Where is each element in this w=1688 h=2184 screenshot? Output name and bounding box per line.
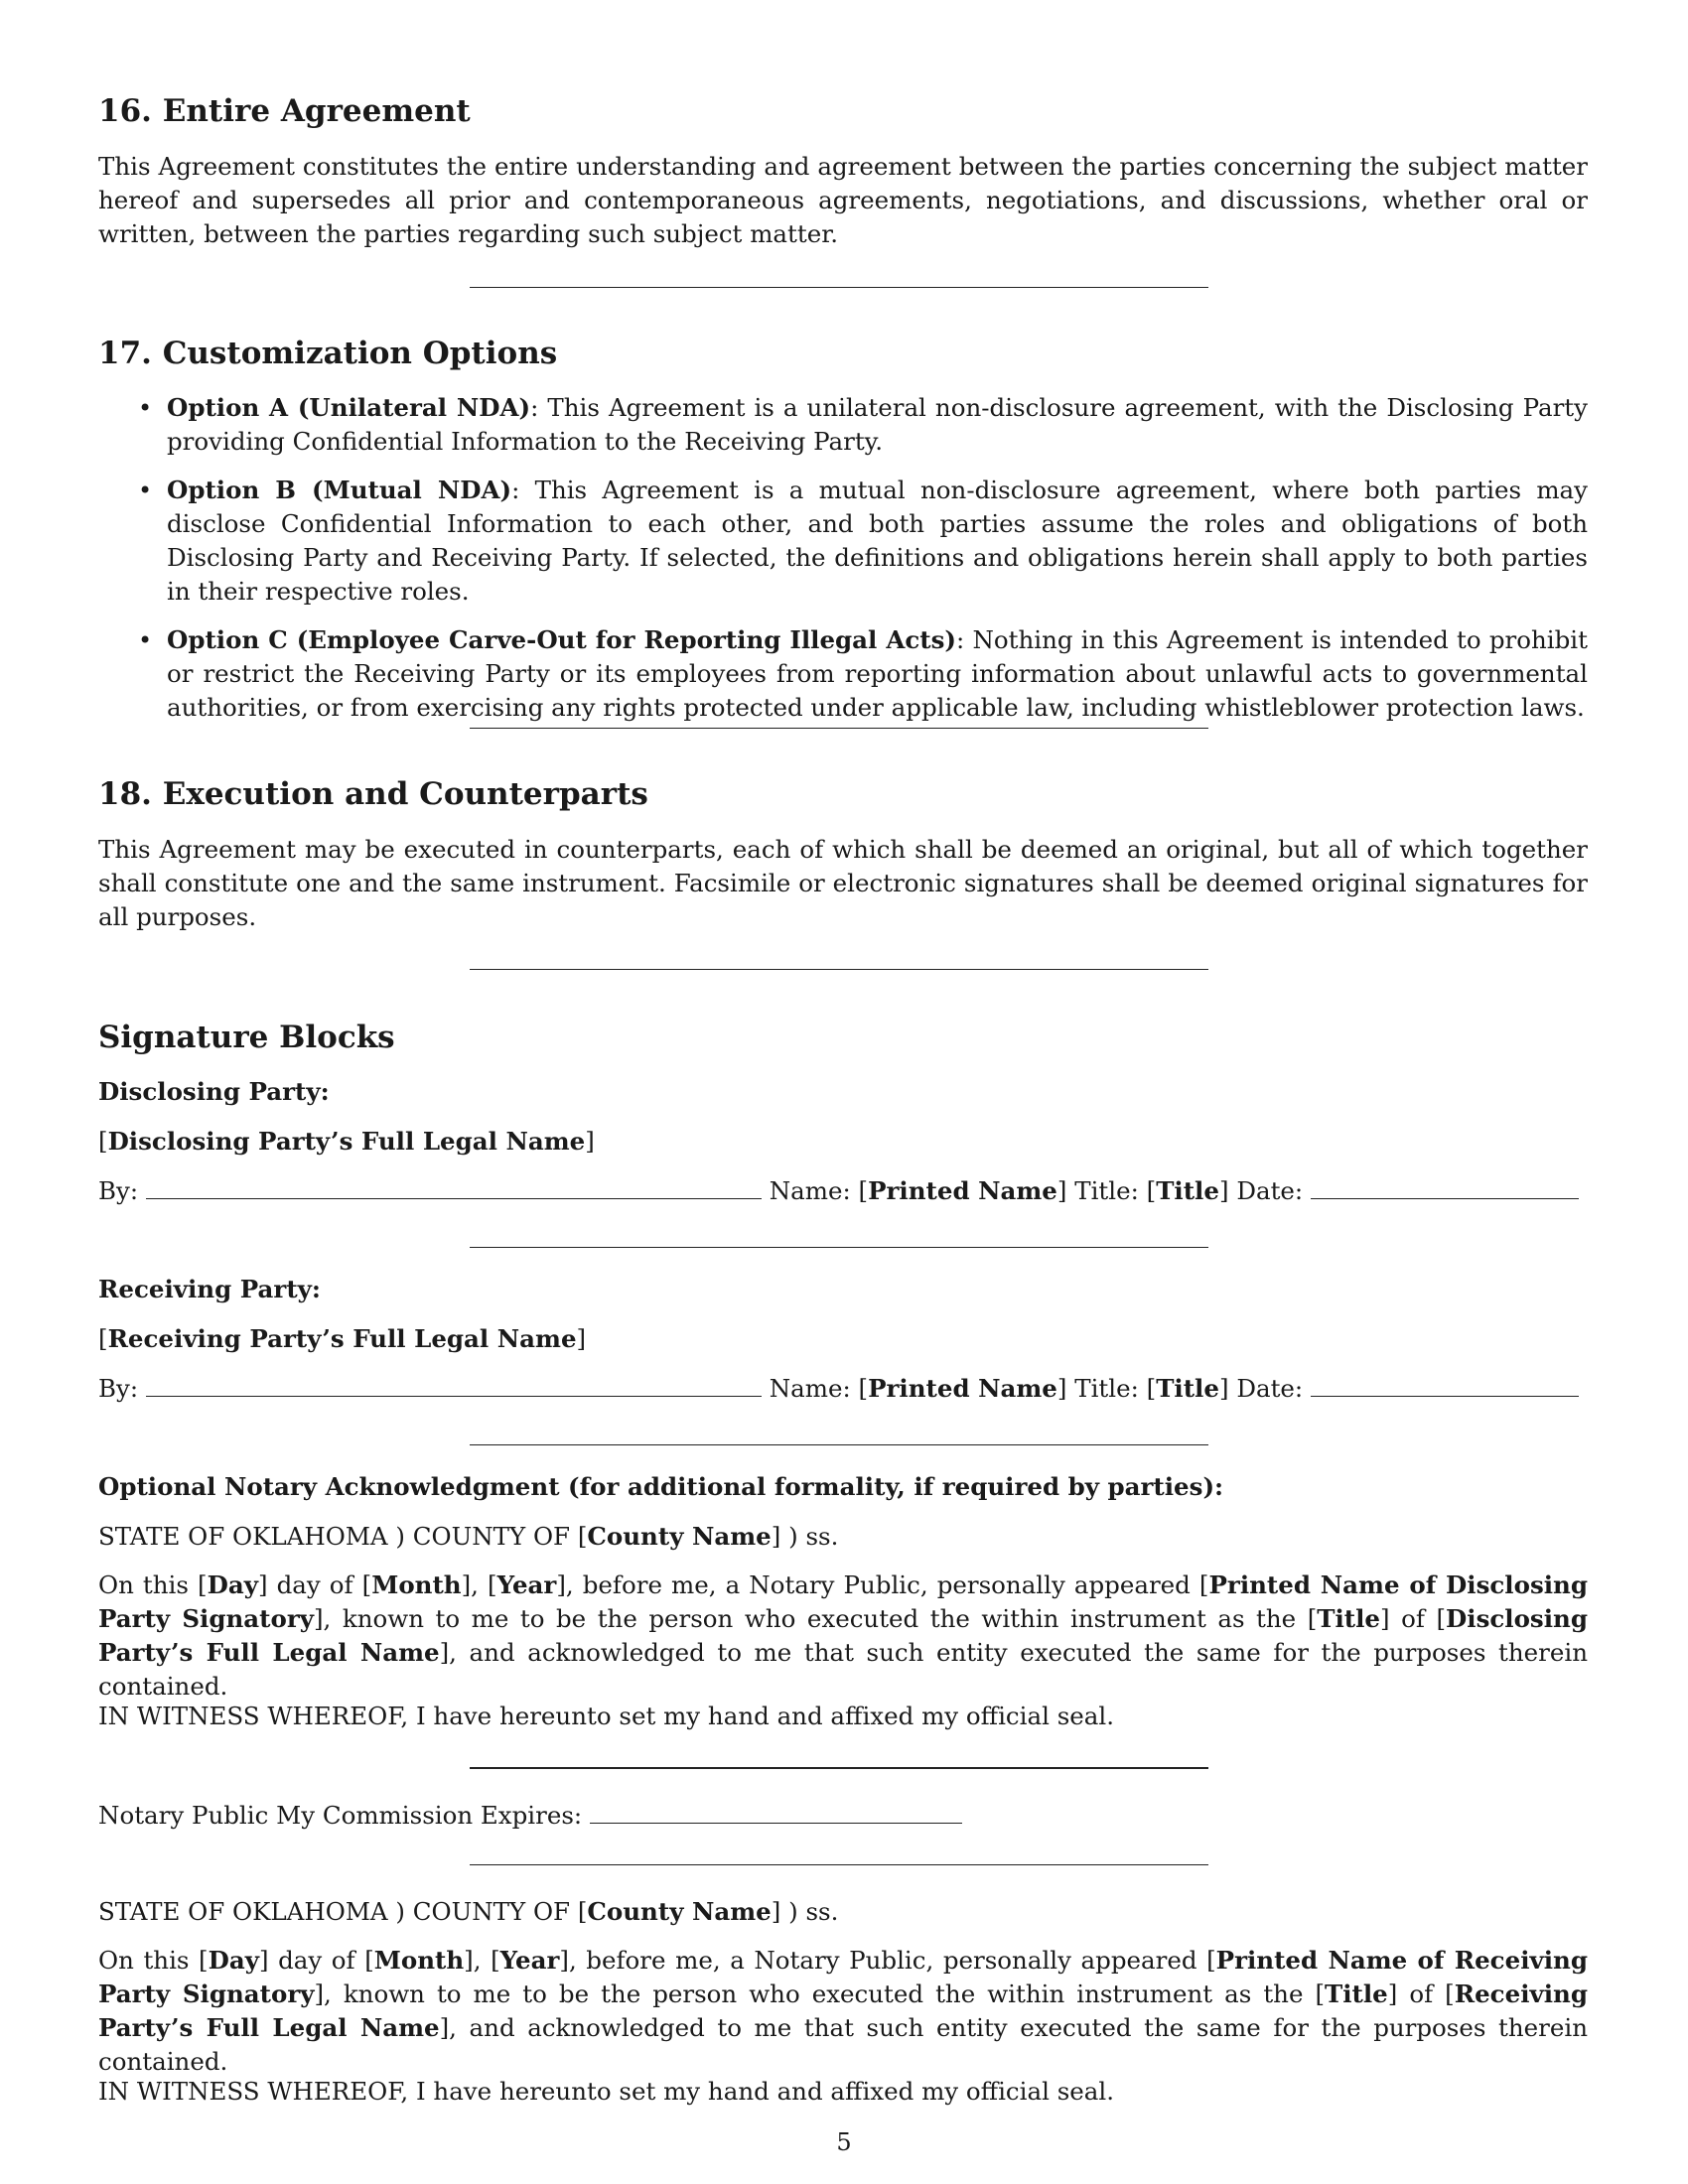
bullet-icon: • <box>138 477 153 504</box>
date-blank[interactable] <box>1311 1176 1579 1199</box>
disclosing-signature-line: By: Name: [Printed Name] Title: [Title] Date: <box>98 1174 1579 1208</box>
section-16-body: This Agreement constitutes the entire understanding and agreement between the parties concerning the subject matter hereof and supersedes all prior and contemporaneous agreements, negotiations, and discussions, whether oral or written, between the parties regarding such subject matter. <box>98 152 1588 248</box>
option-c-label: Option C (Employee Carve-Out for Reporting Illegal Acts) <box>167 625 956 654</box>
option-c-text: : Nothing in this Agreement is intended to prohibit or restrict the Receiving Party or its employees from reporting information about unlawful acts to governmental authorities, or from exercising any rights protected under applicable law, including whistleblower protection laws. <box>167 625 1588 722</box>
bullet-icon: • <box>138 626 153 654</box>
state-county-line: STATE OF OKLAHOMA ) COUNTY OF [County Name] ) ss. <box>98 1522 839 1551</box>
option-b-text: : This Agreement is a mutual non-disclosure agreement, where both parties may disclose Confidential Information to each other, and both parties assume the roles and obligations of both Disclosing Party and Receiving Party. If selected, the definitions and obligations herein shall apply to both parties in their respective roles. <box>167 476 1588 606</box>
date-blank[interactable] <box>1311 1374 1579 1397</box>
section-18-body: This Agreement may be executed in counterparts, each of which shall be deemed an original, but all of which together shall constitute one and the same instrument. Facsimile or electronic signatures shall be deemed original signatures for all purposes. <box>98 835 1588 931</box>
section-16-heading: 16. Entire Agreement <box>98 93 471 129</box>
section-18-heading: 18. Execution and Counterparts <box>98 776 648 812</box>
signature-blocks-heading: Signature Blocks <box>98 1020 395 1055</box>
divider <box>470 1864 1208 1865</box>
option-b-label: Option B (Mutual NDA) <box>167 476 512 504</box>
notary-heading: Optional Notary Acknowledgment (for additional formality, if required by parties): <box>98 1472 1224 1501</box>
option-a-label: Option A (Unilateral NDA) <box>167 393 531 422</box>
options-list <box>98 391 1588 725</box>
receiving-party-name: [Receiving Party’s Full Legal Name] <box>98 1324 587 1353</box>
commission-blank[interactable] <box>590 1801 962 1824</box>
disclosing-party-label: Disclosing Party: <box>98 1077 330 1106</box>
bullet-icon: • <box>138 394 153 422</box>
option-a-text: : This Agreement is a unilateral non-disclosure agreement, with the Disclosing Party providing Confidential Information to the Receiving Party. <box>167 393 1588 456</box>
witness-statement: IN WITNESS WHEREOF, I have hereunto set my hand and affixed my official seal. <box>98 1702 1115 1730</box>
divider <box>470 969 1208 970</box>
notary-acknowledgment-disclosing: On this [Day] day of [Month], [Year], before me, a Notary Public, personally appeared [Printed Name of Disclosing Party Signatory], known to me to be the person who executed the within instrument as the [Title] of [Disclosing Party’s Full Legal Name], and acknowledged to me that such entity executed the same for the purposes therein contained. <box>98 1570 1588 1701</box>
disclosing-party-name: [Disclosing Party’s Full Legal Name] <box>98 1127 595 1156</box>
divider <box>470 1444 1208 1445</box>
section-17-heading: 17. Customization Options <box>98 336 558 371</box>
witness-statement: IN WITNESS WHEREOF, I have hereunto set my hand and affixed my official seal. <box>98 2077 1115 2106</box>
divider <box>470 1247 1208 1248</box>
signature-blank[interactable] <box>146 1374 762 1397</box>
commission-line: Notary Public My Commission Expires: <box>98 1799 962 1833</box>
list-item <box>98 474 1588 609</box>
list-item <box>98 391 1588 459</box>
receiving-party-label: Receiving Party: <box>98 1275 321 1303</box>
page-number: 5 <box>836 2128 852 2156</box>
divider <box>470 728 1208 729</box>
list-item <box>98 623 1588 725</box>
state-county-line: STATE OF OKLAHOMA ) COUNTY OF [County Name] ) ss. <box>98 1897 839 1926</box>
divider <box>470 287 1208 288</box>
notary-signature-line[interactable] <box>470 1767 1208 1769</box>
receiving-signature-line: By: Name: [Printed Name] Title: [Title] Date: <box>98 1372 1579 1406</box>
notary-acknowledgment-receiving: On this [Day] day of [Month], [Year], before me, a Notary Public, personally appeared [Printed Name of Receiving Party Signatory], known to me to be the person who executed the within instrument as the [Title] of [Receiving Party’s Full Legal Name], and acknowledged to me that such entity executed the same for the purposes therein contained. <box>98 1946 1588 2076</box>
signature-blank[interactable] <box>146 1176 762 1199</box>
